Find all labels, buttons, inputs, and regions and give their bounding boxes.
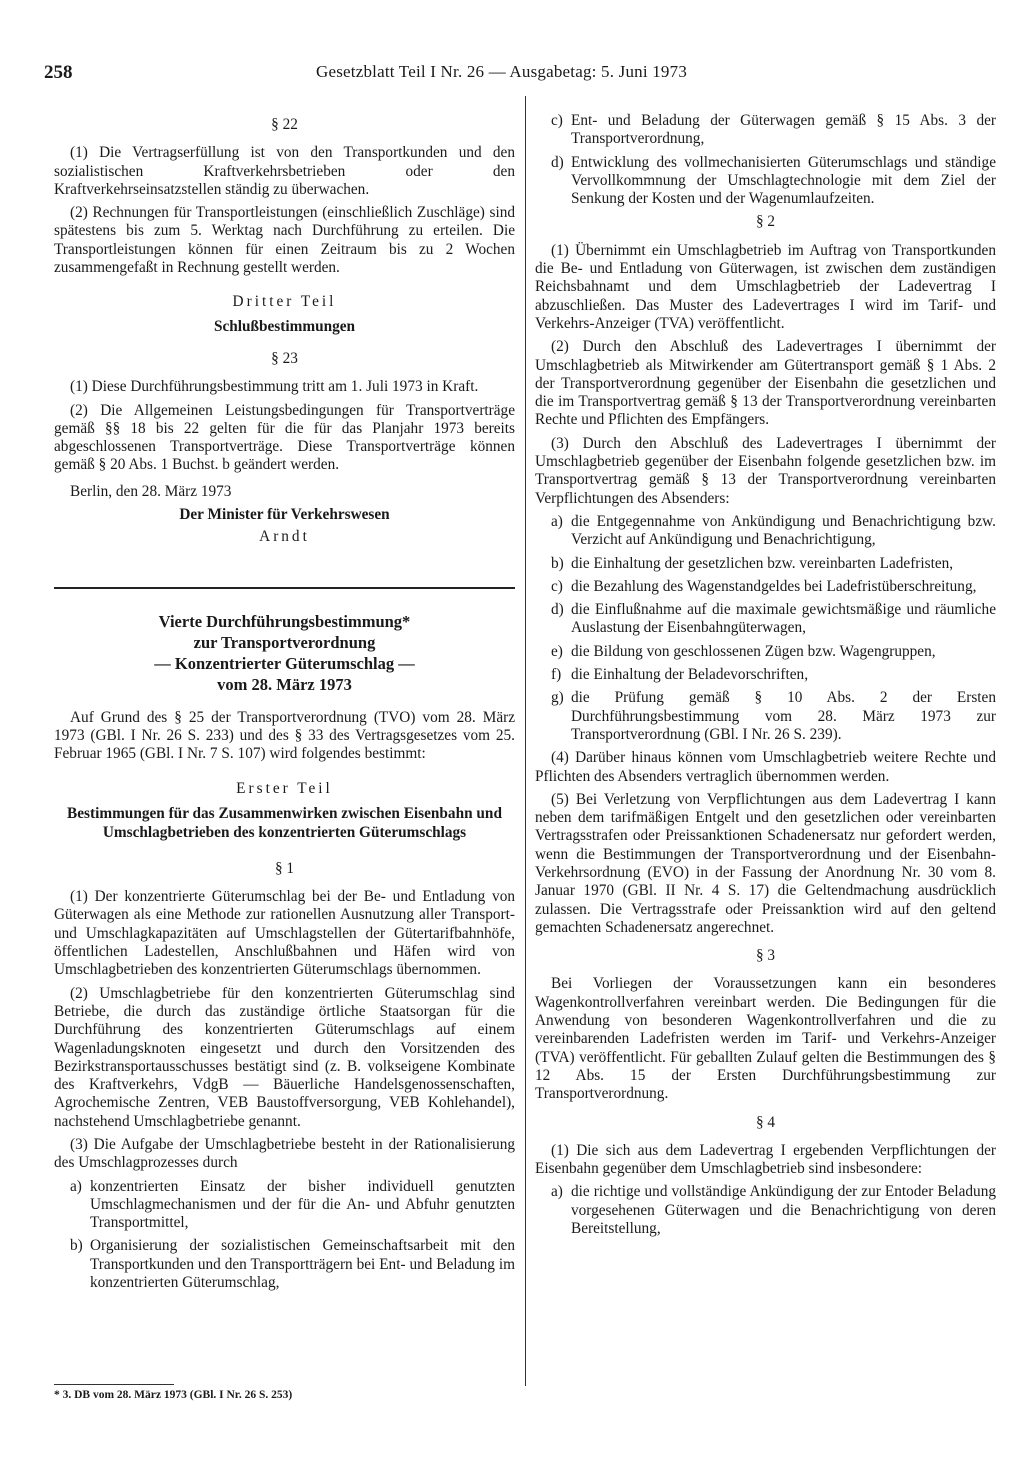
footnote: * 3. DB vom 28. März 1973 (GBl. I Nr. 26 S. 253): [54, 1389, 293, 1401]
section-1-title: § 1: [274, 859, 295, 877]
list-item-label: a): [551, 512, 563, 530]
list-item: [535, 112, 996, 149]
list-item-text: die Bezahlung des Wagenstandgeldes bei Ladefristüberschreitung,: [571, 577, 977, 595]
section-2-para-2: (2) Durch den Abschluß des Ladevertrages I übernimmt der Umschlagbetrieb als Mitwirkender am Gütertransport gemäß § 1 Abs. 2 der Transportverordnung gegenüber der Eisenbahn die gesetzlichen und die im Transportvertrag gemäß § 13 der Transportverordnung vereinbarten Rechte und Pflichten des Empfängers.: [535, 338, 996, 429]
list-item-text: die Einflußnahme auf die maximale gewichtsmäßige und räumliche Auslastung der Eisenbahngüterwagen,: [571, 601, 996, 637]
section-22-para-2: (2) Rechnungen für Transportleistungen (einschließlich Zuschläge) sind spätestens bis zum 5. Werktag nach Durchführung zu erteilen. Die Transportleistungen können für einen Zeitraum bis zu 2 Wochen zusammengefaßt in Rechnung gestellt werden.: [54, 204, 515, 277]
section-22-para-1: (1) Die Vertragserfüllung ist von den Transportkunden und den sozialistischen Kraftverkehrsbetrieben oder den Kraftverkehrseinsatzstellen ständig zu überwachen.: [54, 144, 515, 198]
list-item: [535, 1183, 996, 1238]
list-item-label: a): [70, 1177, 82, 1195]
footnote-rule: [54, 1384, 174, 1385]
section-4-para-1: (1) Die sich aus dem Ladevertrag I ergebenden Verpflichtungen der Eisenbahn gegenüber dem Umschlagbetrieb sind insbesondere:: [535, 1141, 996, 1178]
list-item-text: die Einhaltung der gesetzlichen bzw. vereinbarten Ladefristen,: [571, 554, 954, 572]
list-item: [535, 643, 996, 661]
signatory-title: Der Minister für Verkehrswesen: [179, 506, 390, 524]
running-head: Gesetzblatt Teil I Nr. 26 — Ausgabetag: 5. Juni 1973: [316, 62, 688, 81]
list-item-label: d): [551, 601, 564, 619]
section-2-para-3: (3) Durch den Abschluß des Ladevertrages I übernimmt der Umschlagbetrieb gegenüber der Eisenbahn folgende gesetzlichen bzw. im Transportvertrag gemäß § 13 der Transportverordnung vereinbarten Verpflichtungen des Absenders:: [535, 434, 996, 507]
section-1-para-1: (1) Der konzentrierte Güterumschlag bei der Be- und Entladung von Güterwagen als eine Methode zur rationellen Ausnutzung aller Transport- und Umschlagkapazitäten auf Umschlagstellen der Gütertarifbahnhöfe, öffentlichen Ladestellen, Anschlußbahnen und Häfen wird von Umschlagbetrieben des konzentrierten Güterumschlags übernommen.: [54, 888, 515, 979]
section-23-para-2: (2) Die Allgemeinen Leistungsbedingungen für Transportverträge gemäß §§ 18 bis 22 gelten für die für das Planjahr 1973 bereits abgeschlossenen Transportverträge. Diese Transportverträge können gemäß § 20 Abs. 1 Buchst. b geändert werden.: [54, 401, 515, 474]
list-item-text: die richtige und vollständige Ankündigung der zur Entoder Beladung vorgesehenen Güterwagen und die Benachrichtigung von deren Bereitstellung,: [571, 1183, 996, 1238]
section-1-para-2: (2) Umschlagbetriebe für den konzentrierten Güterumschlag sind Betriebe, die durch das zuständige örtliche Staatsorgan für die Durchführung des konzentrierten Güterumschlags auf einem Wagenladungsknoten eingesetzt und durch den Vorsitzenden des Bezirkstransportausschusses bestätigt sind (z. B. volkseigene Kombinate des Kraftverkehrs, VdgB — Bäuerliche Handelsgenossenschaften, Agrochemische Zentren, VEB Baustoffversorgung, VEB Kohlehandel), nachstehend Umschlagbetriebe genannt.: [54, 984, 515, 1130]
page-header: [44, 62, 1020, 88]
part-1-heading: Erster Teil: [236, 779, 333, 797]
doc-title-line-4: vom 28. März 1973: [217, 674, 352, 694]
section-23-title: § 23: [271, 349, 298, 367]
section-22-title: § 22: [271, 116, 298, 133]
list-item: [535, 601, 996, 638]
place-date: Berlin, den 28. März 1973: [70, 482, 232, 500]
section-rule: [54, 587, 515, 589]
part-3-heading: Dritter Teil: [232, 293, 337, 311]
doc-title-line-2: zur Transportverordnung: [193, 632, 376, 652]
list-item: [535, 578, 996, 596]
part-3-title: Schlußbestimmungen: [213, 317, 356, 335]
doc-title-line-3: — Konzentrierter Güterumschlag —: [154, 653, 415, 673]
list-item-label: b): [551, 554, 564, 572]
list-item: [535, 513, 996, 550]
list-item: [54, 1178, 515, 1233]
list-item-label: c): [551, 112, 563, 129]
section-4-title: § 4: [755, 1113, 776, 1131]
list-item-text: die Prüfung gemäß § 10 Abs. 2 der Ersten Durchführungsbestimmung vom 28. März 1973 zur Transportverordnung (GBl. I Nr. 26 S. 239).: [571, 689, 996, 743]
list-item-label: d): [551, 153, 564, 171]
list-item-label: c): [551, 577, 563, 595]
list-item: [535, 555, 996, 573]
right-column: [535, 112, 996, 1243]
list-item-text: konzentrierten Einsatz der bisher individuell genutzten Umschlagmechanismen und der für die An- und Abfuhr genutzten Transportmittel,: [90, 1177, 515, 1232]
list-item-text: Organisierung der sozialistischen Gemeinschaftsarbeit mit den Transportkunden und den Transportträgern bei Ent- und Beladung im konzentrierten Güterumschlag,: [90, 1237, 515, 1292]
part-1-title: Bestimmungen für das Zusammenwirken zwischen Eisenbahn und Umschlagbetrieben des konzentrierten Güterumschlags: [67, 804, 502, 841]
section-2-para-5: (5) Bei Verletzung von Verpflichtungen aus dem Ladevertrag I kann neben dem tarifmäßigen Entgelt und den gesetzlichen oder vereinbarten Vertragsstrafen oder Preissanktionen Schadenersatz nur gefordert werden, wenn die Bestimmungen der Transportverordnung und der Eisenbahn-Verkehrsordnung (EVO) in der Fassung der Anordnung Nr. 30 vom 8. Januar 1970 (GBl. II Nr. 4 S. 17) die Geltendmachung ausdrücklich zulassen. Die Vertragsstrafe oder Preissanktion wird auf den geltend gemachten Schadenersatz angerechnet.: [535, 790, 996, 936]
list-item-label: b): [70, 1237, 83, 1255]
list-item-text: Entwicklung des vollmechanisierten Güterumschlags und ständige Vervollkommnung der Umschlagtechnologie mit dem Ziel der Senkung der Kosten und der Wagenumlaufzeiten.: [571, 153, 996, 208]
section-1-para-3: (3) Die Aufgabe der Umschlagbetriebe besteht in der Rationalisierung des Umschlagprozesses durch: [54, 1135, 515, 1172]
list-item-text: die Entgegennahme von Ankündigung und Benachrichtigung bzw. Verzicht auf Ankündigung und Benachrichtigung,: [571, 512, 996, 549]
list-item-label: e): [551, 642, 563, 660]
list-item: [54, 1237, 515, 1292]
section-3-para: Bei Vorliegen der Voraussetzungen kann ein besonderes Wagenkontrollverfahren vereinbart werden. Die Bedingungen für die Anwendung von besonderen Wagenkontrollverfahren und die zu vereinbarenden Ladefristen werden im Tarif- und Verkehrs-Anzeiger (TVA) veröffentlicht. Für geballten Zulauf gelten die Bestimmungen des § 12 Abs. 15 der Ersten Durchführungsbestimmung zur Transportverordnung.: [535, 975, 996, 1103]
section-23-para-1: (1) Diese Durchführungsbestimmung tritt am 1. Juli 1973 in Kraft.: [70, 378, 479, 396]
signatory-name: Arndt: [259, 528, 310, 546]
section-2-para-1: (1) Übernimmt ein Umschlagbetrieb im Auftrag von Transportkunden die Be- und Entladung von Güterwagen, ist zwischen dem zuständigen Reichsbahnamt und dem Umschlagbetrieb der Ladevertrag I abzuschließen. Das Muster des Ladevertrages I wird im Tarif- und Verkehrs-Anzeiger (TVA) veröffentlicht.: [535, 241, 996, 332]
list-item: [535, 689, 996, 744]
list-item-label: a): [551, 1183, 563, 1201]
list-item: [535, 666, 996, 684]
section-3-title: § 3: [755, 947, 776, 965]
page-number: 258: [44, 62, 73, 83]
section-2-title: § 2: [755, 213, 776, 231]
preamble: Auf Grund des § 25 der Transportverordnung (TVO) vom 28. März 1973 (GBl. I Nr. 26 S. 233) und des § 33 des Vertragsgesetzes vom 25. Februar 1965 (GBl. I Nr. 7 S. 107) wird folgendes bestimmt:: [54, 708, 515, 763]
list-item-label: g): [551, 689, 564, 707]
list-item: [535, 154, 996, 209]
doc-title-line-1: Vierte Durchführungsbestimmung*: [158, 611, 411, 631]
list-item-text: Ent- und Beladung der Güterwagen gemäß § 15 Abs. 3 der Transportverordnung,: [571, 112, 996, 148]
list-item-label: f): [551, 666, 562, 684]
list-item-text: die Bildung von geschlossenen Zügen bzw. Wagengruppen,: [571, 642, 936, 660]
list-item-text: die Einhaltung der Beladevorschriften,: [571, 666, 809, 684]
column-divider: [525, 96, 526, 1386]
left-column: [54, 112, 515, 1297]
section-2-para-4: (4) Darüber hinaus können vom Umschlagbetrieb weitere Rechte und Pflichten des Absenders vertraglich übernommen werden.: [535, 749, 996, 785]
